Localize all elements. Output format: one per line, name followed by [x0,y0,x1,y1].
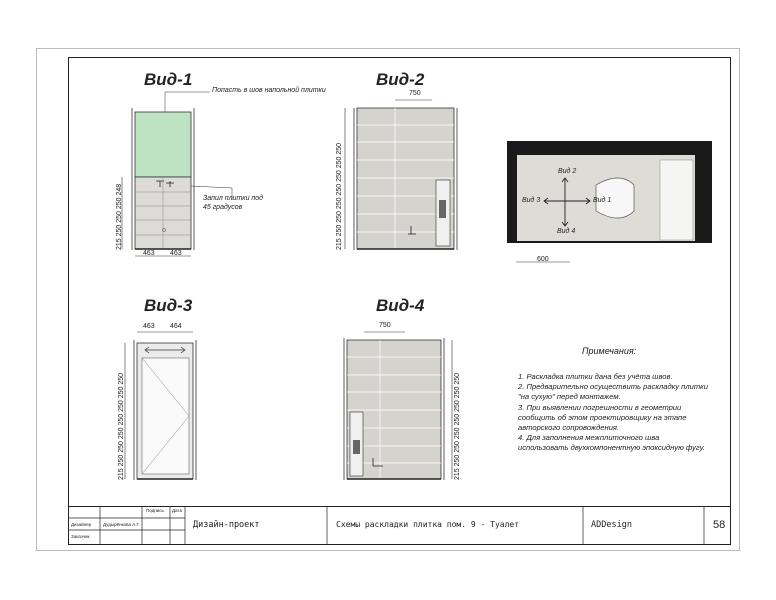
view3-ylabels: 215 250 250 250 250 250 250 250 [118,372,125,480]
plan-label-v4: Вид 4 [557,228,576,235]
note-line-4: 4. Для заполнения межплиточного шва использовать двухкомпонентную эпоксидную фугу. [518,433,706,453]
view1-xlabel-2: 463 [170,250,182,257]
note-line-1: 1. Раскладка плитки дана без учёта швов. [518,372,673,381]
tb-sheet-title: Схемы раскладки плитка пом. 9 - Туалет [336,520,520,529]
tb-customer: Заказчик [71,534,90,539]
tb-designer: Дизайнер [71,522,92,527]
view3-top-dim-2: 464 [170,323,182,330]
tb-company: ADDesign [591,520,632,530]
tb-designer-name: Дудырёнкова А.Г. [103,522,140,527]
note-line-3: 3. При выявлении погрешности в геометрии сообщить об этом проектировщику на этапе авторского сопровождения. [518,402,687,433]
view2-elevation [345,100,457,250]
tb-page-number: 58 [713,519,726,531]
view2-ylabels: 215 250 250 250 250 250 250 250 [336,142,343,250]
notes-title: Примечания: [582,346,637,356]
view1-ylabels: 215 250 250 250 248 [116,183,123,250]
plan-dim: 600 [537,256,549,263]
view1-note-top: Попасть в шов напольной плитки [212,87,326,94]
view1-note-mid: Запил плитки под 45 градусов [203,195,264,211]
view4-title: Вид-4 [376,296,425,315]
view3-title: Вид-3 [144,296,193,315]
view4-ylabels: 215 250 250 250 250 250 250 250 [454,372,461,480]
plan-label-v3: Вид 3 [522,197,541,204]
view1-xlabel-1: 463 [143,250,155,257]
tb-podpis: Подпись [146,508,164,513]
tb-project: Дизайн-проект [193,520,260,530]
view3-top-dim-1: 463 [143,323,155,330]
note-line-2: 2. Предварительно осуществить раскладку плитки "на сухую" перед монтажем. [518,382,708,402]
view3-elevation [125,332,196,480]
view1-elevation [122,92,232,256]
plan-label-v1: Вид 1 [593,197,612,204]
tb-data: Дата [172,508,182,513]
view4-elevation [344,332,452,480]
view4-top-dim: 750 [379,322,391,329]
view1-title: Вид-1 [144,70,193,89]
plan-label-v2: Вид 2 [558,168,577,175]
view2-top-dim: 750 [409,90,421,97]
view2-title: Вид-2 [376,70,425,89]
notes-block [518,372,708,454]
